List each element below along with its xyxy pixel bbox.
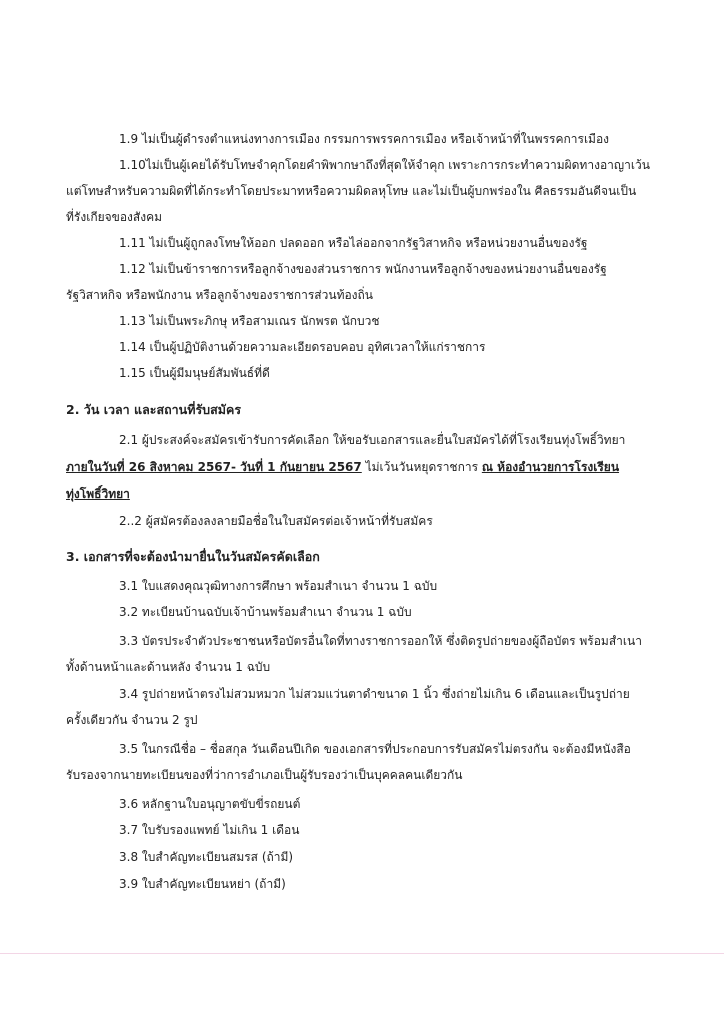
item-1-10-line1: 1.10ไม่เป็นผู้เคยได้รับโทษจำคุกโดยคำพิพากษาถึงที่สุดให้จำคุก เพราะการกระทำความผิดทางอาญาเว้น (119, 158, 650, 172)
item-3-5-line1: 3.5 ในกรณีชื่อ – ชื่อสกุล วันเดือนปีเกิด ของเอกสารที่ประกอบการรับสมัครไม่ตรงกัน จะต้องมีหนังสือ (119, 742, 631, 756)
section-3-heading: 3. เอกสารที่จะต้องนำมายื่นในวันสมัครคัดเลือก (66, 549, 320, 564)
item-1-10-line2: แต่โทษสำหรับความผิดที่ได้กระทำโดยประมาทหรือความผิดลหุโทษ และไม่เป็นผู้บกพร่องใน ศีลธรรมอันดีจนเป็น (66, 184, 637, 198)
application-period: ภายในวันที่ 26 สิงหาคม 2567- วันที่ 1 กันยายน 2567 (66, 460, 362, 474)
item-3-3-line2: ทั้งด้านหน้าและด้านหลัง จำนวน 1 ฉบับ (66, 660, 271, 674)
item-2-1-line2 (66, 459, 619, 475)
item-3-4-line1: 3.4 รูปถ่ายหน้าตรงไม่สวมหมวก ไม่สวมแว่นตาดำขนาด 1 นิ้ว ซึ่งถ่ายไม่เกิน 6 เดือนและเป็นรูปถ่าย (119, 687, 630, 701)
item-1-9: 1.9 ไม่เป็นผู้ดำรงตำแหน่งทางการเมือง กรรมการพรรคการเมือง หรือเจ้าหน้าที่ในพรรคการเมือง (119, 132, 610, 146)
item-1-11: 1.11 ไม่เป็นผู้ถูกลงโทษให้ออก ปลดออก หรือไล่ออกจากรัฐวิสาหกิจ หรือหน่วยงานอื่นของรัฐ (119, 236, 588, 250)
item-1-15: 1.15 เป็นผู้มีมนุษย์สัมพันธ์ที่ดี (119, 366, 270, 380)
application-location: ณ ห้องอำนวยการโรงเรียน (481, 460, 620, 474)
item-3-9: 3.9 ใบสำคัญทะเบียนหย่า (ถ้ามี) (119, 877, 286, 891)
school-name: ทุ่งโพธิ์วิทยา (66, 487, 130, 501)
item-3-3-line1: 3.3 บัตรประจำตัวประชาชนหรือบัตรอื่นใดที่ทางราชการออกให้ ซึ่งติดรูปถ่ายของผู้ถือบัตร พร้อมสำเนา (119, 634, 642, 648)
item-3-1: 3.1 ใบแสดงคุณวุฒิทางการศึกษา พร้อมสำเนา จำนวน 1 ฉบับ (119, 579, 438, 593)
item-1-12-line2: รัฐวิสาหกิจ หรือพนักงาน หรือลูกจ้างของราชการส่วนท้องถิ่น (66, 288, 374, 302)
scan-edge-line (0, 953, 724, 954)
item-1-14: 1.14 เป็นผู้ปฏิบัติงานด้วยความละเอียดรอบคอบ อุทิศเวลาให้แก่ราชการ (119, 340, 486, 354)
item-3-8: 3.8 ใบสำคัญทะเบียนสมรส (ถ้ามี) (119, 850, 294, 864)
item-1-12-line1: 1.12 ไม่เป็นข้าราชการหรือลูกจ้างของส่วนราชการ พนักงานหรือลูกจ้างของหน่วยงานอื่นของรัฐ (119, 262, 607, 276)
item-2-1-line1: 2.1 ผู้ประสงค์จะสมัครเข้ารับการคัดเลือก ให้ขอรับเอกสารและยื่นใบสมัครได้ที่โรงเรียนทุ่งโพธิ์วิทยา (119, 433, 626, 447)
item-2-1-line2-mid: ไม่เว้นวันหยุดราชการ (361, 460, 482, 474)
item-3-6: 3.6 หลักฐานใบอนุญาตขับขี่รถยนต์ (119, 797, 301, 811)
item-2-2: 2..2 ผู้สมัครต้องลงลายมือชื่อในใบสมัครต่อเจ้าหน้าที่รับสมัคร (119, 514, 433, 528)
item-1-10-line3: ที่รังเกียจของสังคม (66, 210, 163, 224)
section-2-heading: 2. วัน เวลา และสถานที่รับสมัคร (66, 402, 242, 417)
item-3-2: 3.2 ทะเบียนบ้านฉบับเจ้าบ้านพร้อมสำเนา จำนวน 1 ฉบับ (119, 605, 412, 619)
item-3-5-line2: รับรองจากนายทะเบียนของที่ว่าการอำเภอเป็นผู้รับรองว่าเป็นบุคคลคนเดียวกัน (66, 768, 463, 782)
item-3-7: 3.7 ใบรับรองแพทย์ ไม่เกิน 1 เดือน (119, 823, 300, 837)
item-3-4-line2: ครั้งเดียวกัน จำนวน 2 รูป (66, 713, 198, 727)
item-1-13: 1.13 ไม่เป็นพระภิกษุ หรือสามเณร นักพรต นักบวช (119, 314, 380, 328)
